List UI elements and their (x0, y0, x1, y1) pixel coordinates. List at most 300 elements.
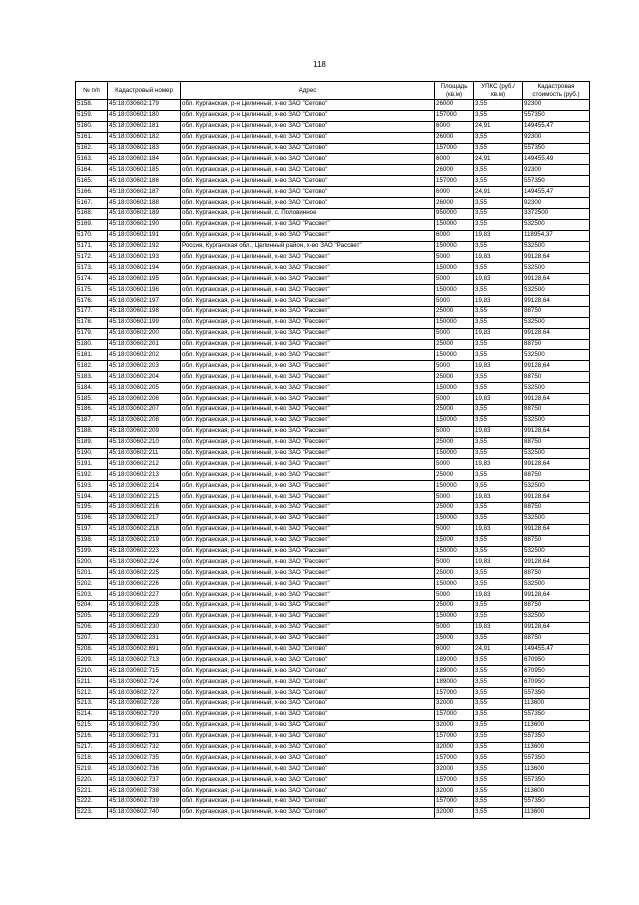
cell-cadastral-number: 45:18:030602:193 (108, 252, 181, 263)
header-row (76, 82, 590, 100)
cell-area: 5000 (435, 557, 474, 568)
cell-area: 150000 (435, 611, 474, 622)
cell-upks: 19,83 (474, 459, 523, 470)
cell-address: обл. Курганская, р-н Целинный, х-во ЗАО "Сетово" (181, 143, 435, 154)
cell-cadastral-number: 45:18:030602:209 (108, 426, 181, 437)
cell-row-number: 5211. (76, 677, 108, 688)
cell-address: обл. Курганская, р-н Целинный, х-во ЗАО "Сетово" (181, 121, 435, 132)
cell-area: 25000 (435, 372, 474, 383)
cell-upks: 3,55 (474, 437, 523, 448)
cell-cadastral-number: 45:18:030602:212 (108, 459, 181, 470)
table-row (76, 786, 590, 797)
cell-row-number: 5223. (76, 807, 108, 818)
cell-upks: 19,83 (474, 426, 523, 437)
cell-address: обл. Курганская, р-н Целинный, х-во ЗАО "Сетово" (181, 198, 435, 209)
cell-cadastral-number: 45:18:030602:213 (108, 470, 181, 481)
cell-upks: 3,55 (474, 176, 523, 187)
cell-cadastral-value: 92300 (523, 165, 590, 176)
cell-cadastral-number: 45:18:030602:728 (108, 698, 181, 709)
cell-row-number: 5198. (76, 535, 108, 546)
cell-row-number: 5163. (76, 154, 108, 165)
table-row (76, 121, 590, 132)
cell-upks: 19,83 (474, 361, 523, 372)
cell-row-number: 5209. (76, 655, 108, 666)
cell-area: 26000 (435, 165, 474, 176)
cell-cadastral-number: 45:18:030602:207 (108, 404, 181, 415)
table-row (76, 655, 590, 666)
cell-upks: 19,83 (474, 328, 523, 339)
table-row (76, 383, 590, 394)
cell-row-number: 5185. (76, 394, 108, 405)
cell-cadastral-number: 45:18:030602:198 (108, 306, 181, 317)
cell-row-number: 5164. (76, 165, 108, 176)
cell-area: 189000 (435, 655, 474, 666)
cell-area: 150000 (435, 219, 474, 230)
cell-upks: 3,55 (474, 448, 523, 459)
table-row (76, 524, 590, 535)
table-row (76, 535, 590, 546)
cell-cadastral-number: 45:18:030602:739 (108, 797, 181, 808)
cell-upks: 3,55 (474, 372, 523, 383)
cell-address: обл. Курганская, р-н Целинный, х-во ЗАО "Рассвет" (181, 470, 435, 481)
cell-address: обл. Курганская, р-н Целинный, х-во ЗАО "Рассвет" (181, 415, 435, 426)
table-row (76, 285, 590, 296)
cell-address: обл. Курганская, р-н Целинный, х-во ЗАО "Рассвет" (181, 394, 435, 405)
cell-cadastral-value: 532500 (523, 285, 590, 296)
cell-row-number: 5162. (76, 143, 108, 154)
cell-cadastral-number: 45:18:030602:724 (108, 677, 181, 688)
cell-area: 25000 (435, 470, 474, 481)
cell-area: 157000 (435, 731, 474, 742)
table-row (76, 404, 590, 415)
cell-address: обл. Курганская, р-н Целинный, с. Половинное (181, 208, 435, 219)
cell-cadastral-number: 45:18:030602:731 (108, 731, 181, 742)
cell-cadastral-number: 45:18:030602:713 (108, 655, 181, 666)
cell-upks: 3,55 (474, 764, 523, 775)
cell-upks: 3,55 (474, 339, 523, 350)
cell-area: 6000 (435, 154, 474, 165)
table-row (76, 611, 590, 622)
cell-address: обл. Курганская, р-н Целинный, х-во ЗАО "Рассвет" (181, 557, 435, 568)
table-row (76, 328, 590, 339)
cell-cadastral-value: 532500 (523, 579, 590, 590)
cell-cadastral-value: 149455,47 (523, 644, 590, 655)
cell-area: 32000 (435, 786, 474, 797)
cell-upks: 3,55 (474, 350, 523, 361)
cell-cadastral-value: 557350 (523, 709, 590, 720)
cell-area: 25000 (435, 306, 474, 317)
cell-address: обл. Курганская, р-н Целинный, х-во ЗАО "Рассвет" (181, 611, 435, 622)
cell-cadastral-number: 45:18:030602:188 (108, 198, 181, 209)
table-row (76, 361, 590, 372)
cell-cadastral-number: 45:18:030602:730 (108, 720, 181, 731)
cell-row-number: 5217. (76, 742, 108, 753)
table-row (76, 187, 590, 198)
table-row (76, 208, 590, 219)
cell-address: обл. Курганская, р-н Целинный, х-во ЗАО "Сетово" (181, 655, 435, 666)
cell-cadastral-value: 113600 (523, 698, 590, 709)
cell-address: обл. Курганская, р-н Целинный, х-во ЗАО "Рассвет" (181, 448, 435, 459)
cell-row-number: 5215. (76, 720, 108, 731)
cell-cadastral-value: 92300 (523, 198, 590, 209)
cell-address: обл. Курганская, р-н Целинный, х-во ЗАО "Рассвет" (181, 579, 435, 590)
table-row (76, 198, 590, 209)
table-row (76, 154, 590, 165)
cell-area: 150000 (435, 285, 474, 296)
cell-cadastral-value: 88750 (523, 372, 590, 383)
table-row (76, 622, 590, 633)
cell-address: обл. Курганская, р-н Целинный, х-во ЗАО "Рассвет" (181, 404, 435, 415)
cell-cadastral-value: 670950 (523, 677, 590, 688)
cell-row-number: 5213. (76, 698, 108, 709)
cell-cadastral-number: 45:18:030602:729 (108, 709, 181, 720)
cell-row-number: 5188. (76, 426, 108, 437)
cell-cadastral-number: 45:18:030602:218 (108, 524, 181, 535)
cell-upks: 3,55 (474, 306, 523, 317)
cell-upks: 3,55 (474, 132, 523, 143)
cell-upks: 24,91 (474, 187, 523, 198)
cell-upks: 3,55 (474, 579, 523, 590)
cell-upks: 3,55 (474, 611, 523, 622)
cell-upks: 3,55 (474, 655, 523, 666)
cell-address: обл. Курганская, р-н Целинный, х-во ЗАО "Сетово" (181, 154, 435, 165)
table-row (76, 633, 590, 644)
cell-upks: 3,55 (474, 383, 523, 394)
table-row (76, 143, 590, 154)
cell-address: обл. Курганская, р-н Целинный, х-во ЗАО "Рассвет" (181, 252, 435, 263)
table-row (76, 590, 590, 601)
cell-area: 5000 (435, 252, 474, 263)
cell-row-number: 5204. (76, 600, 108, 611)
cell-area: 25000 (435, 437, 474, 448)
cell-area: 189000 (435, 666, 474, 677)
cell-cadastral-value: 113600 (523, 807, 590, 818)
cell-address: обл. Курганская, р-н Целинный, х-во ЗАО "Сетово" (181, 764, 435, 775)
table-row (76, 600, 590, 611)
cell-address: обл. Курганская, р-н Целинный, х-во ЗАО "Рассвет" (181, 339, 435, 350)
cell-cadastral-number: 45:18:030602:231 (108, 633, 181, 644)
cell-cadastral-number: 45:18:030602:223 (108, 546, 181, 557)
cell-area: 5000 (435, 492, 474, 503)
cell-upks: 3,55 (474, 285, 523, 296)
cell-area: 25000 (435, 404, 474, 415)
table-row (76, 688, 590, 699)
cell-cadastral-value: 88750 (523, 502, 590, 513)
cell-upks: 3,55 (474, 731, 523, 742)
cell-row-number: 5169. (76, 219, 108, 230)
cell-row-number: 5179. (76, 328, 108, 339)
cell-row-number: 5196. (76, 513, 108, 524)
cell-upks: 3,55 (474, 753, 523, 764)
cell-cadastral-value: 99128,64 (523, 557, 590, 568)
cell-upks: 3,55 (474, 633, 523, 644)
cell-area: 150000 (435, 317, 474, 328)
cell-cadastral-number: 45:18:030602:691 (108, 644, 181, 655)
cell-upks: 19,83 (474, 252, 523, 263)
cell-row-number: 5203. (76, 590, 108, 601)
cell-cadastral-number: 45:18:030602:205 (108, 383, 181, 394)
cell-address: обл. Курганская, р-н Целинный, х-во ЗАО "Рассвет" (181, 383, 435, 394)
cell-area: 5000 (435, 361, 474, 372)
cell-row-number: 5192. (76, 470, 108, 481)
cell-cadastral-number: 45:18:030602:727 (108, 688, 181, 699)
cell-upks: 3,55 (474, 720, 523, 731)
cell-cadastral-value: 557350 (523, 143, 590, 154)
cell-address: обл. Курганская, р-н Целинный, х-во ЗАО "Рассвет" (181, 502, 435, 513)
cell-area: 157000 (435, 110, 474, 121)
cell-address: обл. Курганская, р-н Целинный, х-во ЗАО "Рассвет" (181, 285, 435, 296)
table-row (76, 132, 590, 143)
cell-row-number: 5183. (76, 372, 108, 383)
cell-address: обл. Курганская, р-н Целинный, х-во ЗАО "Рассвет" (181, 492, 435, 503)
cell-address: обл. Курганская, р-н Целинный, х-во ЗАО "Сетово" (181, 753, 435, 764)
cell-upks: 3,55 (474, 775, 523, 786)
cell-cadastral-value: 532500 (523, 415, 590, 426)
cell-cadastral-value: 99128,64 (523, 590, 590, 601)
cell-area: 32000 (435, 720, 474, 731)
cell-upks: 3,55 (474, 709, 523, 720)
cell-area: 150000 (435, 513, 474, 524)
cell-row-number: 5190. (76, 448, 108, 459)
cell-cadastral-value: 149455,47 (523, 121, 590, 132)
cell-address: обл. Курганская, р-н Целинный, х-во ЗАО "Сетово" (181, 644, 435, 655)
cell-cadastral-value: 557350 (523, 775, 590, 786)
cell-address: обл. Курганская, р-н Целинный, х-во ЗАО "Рассвет" (181, 535, 435, 546)
cell-row-number: 5195. (76, 502, 108, 513)
cell-area: 25000 (435, 535, 474, 546)
table-row (76, 252, 590, 263)
table-row (76, 372, 590, 383)
cell-cadastral-value: 557350 (523, 176, 590, 187)
cell-upks: 19,83 (474, 622, 523, 633)
cell-upks: 19,83 (474, 524, 523, 535)
cell-cadastral-number: 45:18:030602:211 (108, 448, 181, 459)
cell-cadastral-number: 45:18:030602:202 (108, 350, 181, 361)
cell-area: 5000 (435, 274, 474, 285)
cell-address: обл. Курганская, р-н Целинный, х-во ЗАО "Рассвет" (181, 633, 435, 644)
cell-cadastral-value: 532500 (523, 350, 590, 361)
cell-address: обл. Курганская, р-н Целинный, х-во ЗАО "Сетово" (181, 677, 435, 688)
cell-cadastral-value: 88750 (523, 568, 590, 579)
cell-row-number: 5222. (76, 797, 108, 808)
cell-upks: 24,91 (474, 121, 523, 132)
cell-upks: 19,83 (474, 557, 523, 568)
cell-area: 150000 (435, 448, 474, 459)
cell-row-number: 5182. (76, 361, 108, 372)
cell-area: 5000 (435, 524, 474, 535)
table-row (76, 100, 590, 111)
table-body (76, 100, 590, 819)
cell-upks: 24,91 (474, 644, 523, 655)
table-row (76, 698, 590, 709)
cell-cadastral-value: 99128,64 (523, 296, 590, 307)
cell-address: обл. Курганская, р-н Целинный, х-во ЗАО "Сетово" (181, 731, 435, 742)
cell-row-number: 5184. (76, 383, 108, 394)
table-row (76, 448, 590, 459)
cell-cadastral-value: 670950 (523, 655, 590, 666)
cell-row-number: 5170. (76, 230, 108, 241)
cell-row-number: 5197. (76, 524, 108, 535)
cell-cadastral-value: 532500 (523, 241, 590, 252)
cell-row-number: 5158. (76, 100, 108, 111)
cell-row-number: 5165. (76, 176, 108, 187)
cell-cadastral-value: 88750 (523, 306, 590, 317)
cell-cadastral-value: 118954,37 (523, 230, 590, 241)
cell-cadastral-number: 45:18:030602:732 (108, 742, 181, 753)
cell-row-number: 5210. (76, 666, 108, 677)
cell-row-number: 5187. (76, 415, 108, 426)
cell-area: 32000 (435, 698, 474, 709)
cell-upks: 3,55 (474, 143, 523, 154)
cell-cadastral-number: 45:18:030602:203 (108, 361, 181, 372)
cell-cadastral-value: 670950 (523, 666, 590, 677)
cell-area: 150000 (435, 241, 474, 252)
cell-cadastral-value: 532500 (523, 383, 590, 394)
cell-upks: 3,55 (474, 263, 523, 274)
cell-area: 25000 (435, 502, 474, 513)
cell-area: 189000 (435, 677, 474, 688)
cell-address: обл. Курганская, р-н Целинный, х-во ЗАО "Рассвет" (181, 372, 435, 383)
cell-address: обл. Курганская, р-н Целинный, х-во ЗАО "Рассвет" (181, 524, 435, 535)
table-row (76, 241, 590, 252)
table-row (76, 350, 590, 361)
cell-row-number: 5186. (76, 404, 108, 415)
cell-cadastral-number: 45:18:030602:214 (108, 481, 181, 492)
cell-row-number: 5175. (76, 285, 108, 296)
table-row (76, 502, 590, 513)
cell-area: 157000 (435, 797, 474, 808)
cell-cadastral-value: 88750 (523, 633, 590, 644)
cell-upks: 3,55 (474, 241, 523, 252)
cell-address: обл. Курганская, р-н Целинный, х-во ЗАО "Рассвет" (181, 459, 435, 470)
cell-area: 32000 (435, 742, 474, 753)
cell-address: обл. Курганская, р-н Целинный, х-во ЗАО "Сетово" (181, 688, 435, 699)
cell-upks: 3,55 (474, 698, 523, 709)
cell-address: обл. Курганская, р-н Целинный, х-во ЗАО "Сетово" (181, 110, 435, 121)
cell-row-number: 5194. (76, 492, 108, 503)
cell-address: обл. Курганская, р-н Целинный, х-во ЗАО "Сетово" (181, 786, 435, 797)
table-row (76, 513, 590, 524)
cell-cadastral-value: 557350 (523, 731, 590, 742)
cell-cadastral-value: 532500 (523, 611, 590, 622)
cell-cadastral-value: 99128,64 (523, 492, 590, 503)
cell-cadastral-number: 45:18:030602:736 (108, 764, 181, 775)
table-row (76, 470, 590, 481)
cell-cadastral-number: 45:18:030602:225 (108, 568, 181, 579)
cell-upks: 3,55 (474, 415, 523, 426)
cell-cadastral-value: 557350 (523, 688, 590, 699)
cell-address: обл. Курганская, р-н Целинный, х-во ЗАО "Рассвет" (181, 296, 435, 307)
cell-row-number: 5159. (76, 110, 108, 121)
cell-row-number: 5173. (76, 263, 108, 274)
cell-row-number: 5212. (76, 688, 108, 699)
cell-row-number: 5171. (76, 241, 108, 252)
cell-upks: 3,55 (474, 568, 523, 579)
cell-cadastral-value: 532500 (523, 481, 590, 492)
cell-cadastral-number: 45:18:030602:180 (108, 110, 181, 121)
cell-cadastral-value: 99128,64 (523, 622, 590, 633)
cell-row-number: 5174. (76, 274, 108, 285)
cell-cadastral-number: 45:18:030602:201 (108, 339, 181, 350)
cell-upks: 19,83 (474, 274, 523, 285)
cell-address: обл. Курганская, р-н Целинный, х-во ЗАО "Рассвет" (181, 263, 435, 274)
cell-cadastral-value: 99128,64 (523, 328, 590, 339)
cell-cadastral-number: 45:18:030602:197 (108, 296, 181, 307)
table-row (76, 492, 590, 503)
cell-area: 150000 (435, 263, 474, 274)
cell-cadastral-number: 45:18:030602:192 (108, 241, 181, 252)
cell-cadastral-number: 45:18:030602:227 (108, 590, 181, 601)
table-row (76, 394, 590, 405)
cell-address: обл. Курганская, р-н Целинный, х-во ЗАО "Сетово" (181, 797, 435, 808)
cell-address: обл. Курганская, р-н Целинный, х-во ЗАО "Рассвет" (181, 622, 435, 633)
cell-address: обл. Курганская, р-н Целинный, х-во ЗАО "Рассвет" (181, 219, 435, 230)
table-row (76, 415, 590, 426)
cell-area: 5000 (435, 459, 474, 470)
cell-area: 26000 (435, 132, 474, 143)
cell-cadastral-value: 113600 (523, 720, 590, 731)
cell-upks: 3,55 (474, 208, 523, 219)
cell-cadastral-number: 45:18:030602:196 (108, 285, 181, 296)
cell-area: 26000 (435, 100, 474, 111)
cell-row-number: 5220. (76, 775, 108, 786)
cell-area: 25000 (435, 339, 474, 350)
header-address: Адрес (181, 82, 435, 100)
table-row (76, 437, 590, 448)
cell-upks: 3,55 (474, 535, 523, 546)
cell-cadastral-number: 45:18:030602:215 (108, 492, 181, 503)
cell-cadastral-value: 149455,49 (523, 154, 590, 165)
table-row (76, 219, 590, 230)
cell-area: 157000 (435, 688, 474, 699)
cell-cadastral-number: 45:18:030602:190 (108, 219, 181, 230)
cell-cadastral-value: 88750 (523, 535, 590, 546)
cell-address: обл. Курганская, р-н Целинный, х-во ЗАО "Рассвет" (181, 513, 435, 524)
cell-row-number: 5168. (76, 208, 108, 219)
cell-upks: 3,55 (474, 110, 523, 121)
cell-address: обл. Курганская, р-н Целинный, х-во ЗАО "Рассвет" (181, 600, 435, 611)
table-row (76, 731, 590, 742)
cell-address: обл. Курганская, р-н Целинный, х-во ЗАО "Рассвет" (181, 361, 435, 372)
table-row (76, 742, 590, 753)
cell-row-number: 5160. (76, 121, 108, 132)
cell-cadastral-value: 113600 (523, 742, 590, 753)
cell-cadastral-value: 3372500 (523, 208, 590, 219)
cell-area: 6000 (435, 121, 474, 132)
header-num: № п/п (76, 82, 108, 100)
cell-cadastral-number: 45:18:030602:226 (108, 579, 181, 590)
cell-cadastral-value: 99128,64 (523, 252, 590, 263)
table-row (76, 274, 590, 285)
table-row (76, 775, 590, 786)
cell-area: 157000 (435, 753, 474, 764)
cell-upks: 3,55 (474, 513, 523, 524)
cell-area: 5000 (435, 622, 474, 633)
cell-row-number: 5221. (76, 786, 108, 797)
cell-address: обл. Курганская, р-н Целинный, х-во ЗАО "Сетово" (181, 132, 435, 143)
cell-area: 150000 (435, 415, 474, 426)
cell-address: обл. Курганская, р-н Целинный, х-во ЗАО "Рассвет" (181, 317, 435, 328)
cell-upks: 3,55 (474, 666, 523, 677)
cell-cadastral-value: 532500 (523, 219, 590, 230)
cell-cadastral-number: 45:18:030602:228 (108, 600, 181, 611)
cell-cadastral-number: 45:18:030602:715 (108, 666, 181, 677)
cell-row-number: 5177. (76, 306, 108, 317)
cell-cadastral-number: 45:18:030602:184 (108, 154, 181, 165)
cell-area: 25000 (435, 633, 474, 644)
cell-address: обл. Курганская, р-н Целинный, х-во ЗАО "Рассвет" (181, 546, 435, 557)
cell-cadastral-number: 45:18:030602:737 (108, 775, 181, 786)
